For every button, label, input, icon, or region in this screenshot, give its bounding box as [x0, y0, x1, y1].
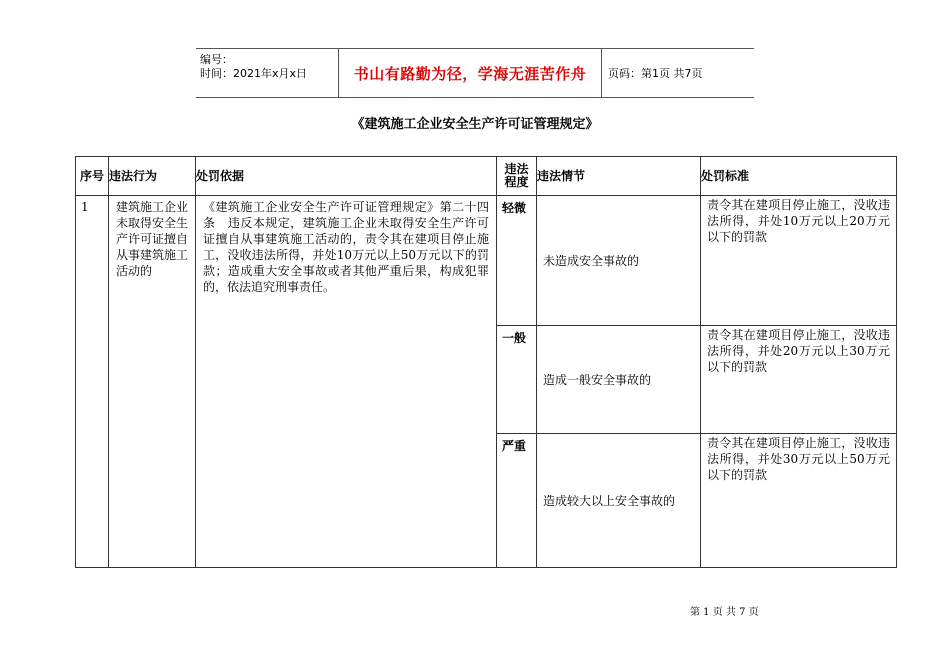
cell-basis: 《建筑施工企业安全生产许可证管理规定》第二十四条 违反本规定，建筑施工企业未取得安全生产许可证擅自从事建筑施工活动的，责令其在建项目停止施工，没收违法所得，并处10万元以上50万元以下的罚款；造成重大安全事故或者其他严重后果，构成犯罪的，依法追究刑事责任。: [196, 196, 497, 568]
header-standard: [701, 157, 897, 196]
cell-situation-minor: 未造成安全事故的: [537, 196, 701, 326]
header-seq: [76, 157, 109, 196]
cell-standard-minor: 责令其在建项目停止施工，没收违法所得，并处10万元以上20万元以下的罚款: [701, 196, 897, 326]
header-act-label: 违法行为: [109, 169, 158, 183]
header-seq-label: 序号: [79, 168, 104, 183]
header-basis: [196, 157, 497, 196]
header-motto-cell: [338, 49, 602, 97]
motto: 书山有路勤为径，学海无涯苦作舟: [353, 64, 587, 83]
table-header-row: [76, 157, 897, 196]
header-situation: [537, 157, 701, 196]
cell-situation-general: 造成一般安全事故的: [537, 326, 701, 434]
date-label: 时间：2021年x月x日: [200, 67, 308, 80]
cell-standard-general: 责令其在建项目停止施工，没收违法所得，并处20万元以上30万元以下的罚款: [701, 326, 897, 434]
table-row: [76, 196, 897, 326]
header-degree: [497, 157, 537, 196]
page-header: [196, 48, 754, 98]
header-basis-label: 处罚依据: [196, 169, 245, 183]
number-label: 编号：: [200, 53, 233, 66]
cell-degree-general: 一般: [497, 326, 537, 434]
header-degree-label: 违法程度: [504, 162, 529, 189]
cell-standard-serious: 责令其在建项目停止施工，没收违法所得，并处30万元以上50万元以下的罚款: [701, 434, 897, 568]
cell-situation-serious: 造成较大以上安全事故的: [537, 434, 701, 568]
cell-seq: 1: [76, 196, 109, 568]
page-label: 页码：第1页 共7页: [608, 67, 703, 80]
cell-degree-serious: 严重: [497, 434, 537, 568]
document-title: 《建筑施工企业安全生产许可证管理规定》: [351, 117, 599, 132]
header-act: [109, 157, 196, 196]
penalty-table: [75, 156, 897, 568]
header-situation-label: 违法情节: [537, 169, 586, 183]
header-standard-label: 处罚标准: [701, 169, 750, 183]
cell-degree-minor: 轻微: [497, 196, 537, 326]
cell-act: 建筑施工企业未取得安全生产许可证擅自从事建筑施工活动的: [109, 196, 196, 568]
header-meta: [196, 49, 338, 97]
header-page-cell: [602, 49, 754, 97]
page-footer: 第 1 页 共 7 页: [690, 607, 759, 618]
